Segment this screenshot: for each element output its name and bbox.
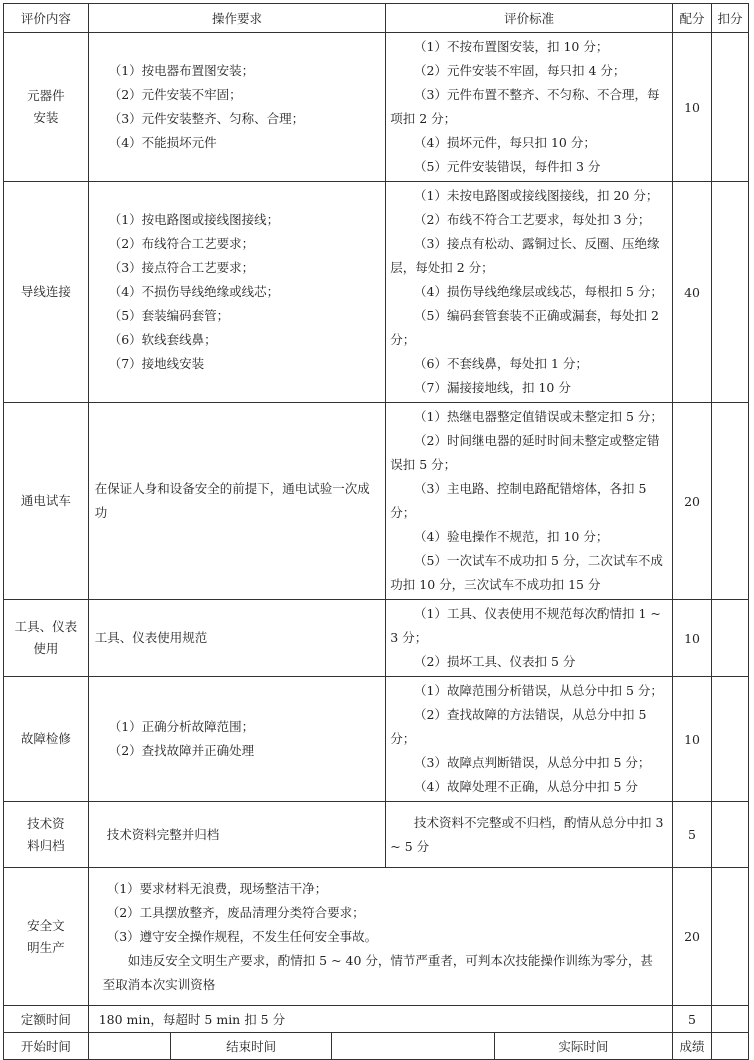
safety-item: （1）要求材料无浪费，现场整洁干净； bbox=[106, 880, 328, 896]
category-cell bbox=[4, 33, 89, 182]
end-time-label: 结束时间 bbox=[171, 1033, 332, 1060]
deduction-cell[interactable] bbox=[712, 868, 749, 1006]
standard-item: （3）故障点判断错误，从总分中扣 5 分； bbox=[414, 755, 651, 770]
standard-item: （2）损坏工具、仪表扣 5 分 bbox=[414, 654, 576, 669]
standard-item: （1）不按布置图安装，扣 10 分； bbox=[414, 39, 609, 54]
requirements-cell bbox=[88, 677, 386, 802]
deduction-cell[interactable] bbox=[712, 802, 749, 868]
standard-item: （2）查找故障的方法错误，从总分中扣 5 分； bbox=[390, 707, 647, 746]
requirement-item: （2）元件安装不牢固； bbox=[108, 87, 242, 102]
end-time-value[interactable] bbox=[331, 1033, 494, 1060]
requirements-cell bbox=[88, 33, 386, 182]
requirement-item: （2）布线符合工艺要求； bbox=[108, 236, 255, 251]
standard-item: （3）接点有松动、露铜过长、反圈、压绝缘层，每处扣 2 分； bbox=[390, 236, 660, 275]
time-deduction-cell[interactable] bbox=[712, 1006, 749, 1033]
requirements-cell bbox=[88, 182, 386, 403]
category-cell bbox=[4, 182, 89, 403]
requirement-item: （5）套装编码套管； bbox=[108, 308, 230, 323]
standards-cell bbox=[386, 600, 673, 677]
table-row bbox=[4, 182, 749, 403]
header-deduction: 扣分 bbox=[712, 4, 749, 33]
category-line: 技术资 bbox=[27, 815, 65, 831]
table-row bbox=[4, 600, 749, 677]
time-score: 5 bbox=[672, 1006, 711, 1033]
deduction-cell[interactable] bbox=[712, 182, 749, 403]
category-cell bbox=[4, 802, 89, 868]
time-row bbox=[4, 1006, 749, 1033]
category-line: 使用 bbox=[33, 641, 59, 656]
standards-cell bbox=[386, 802, 673, 868]
safety-requirements-cell bbox=[88, 868, 672, 1006]
standard-item: （2）布线不符合工艺要求，每处扣 3 分； bbox=[414, 212, 651, 227]
time-value: 180 min，每超时 5 min 扣 5 分 bbox=[88, 1006, 672, 1033]
score-cell: 10 bbox=[672, 600, 711, 677]
requirement-item: （7）接地线安装 bbox=[108, 356, 205, 371]
assessment-table-wrapper bbox=[3, 3, 749, 1060]
standard-item: （1）热继电器整定值错误或未整定扣 5 分； bbox=[414, 409, 663, 424]
assessment-table bbox=[3, 3, 749, 1060]
requirement-text: 在保证人身和设备安全的前提下，通电试验一次成功 bbox=[94, 481, 370, 520]
standards-cell bbox=[386, 677, 673, 802]
table-row bbox=[4, 33, 749, 182]
category-cell bbox=[4, 600, 89, 677]
safety-item: （2）工具摆放整齐，废品清理分类符合要求； bbox=[106, 904, 365, 920]
requirement-item: （4）不损伤导线绝缘或线芯； bbox=[108, 284, 280, 299]
deduction-cell[interactable] bbox=[712, 677, 749, 802]
score-cell: 20 bbox=[672, 403, 711, 600]
standard-item: （1）工具、仪表使用不规范每次酌情扣 1 ~ 3 分； bbox=[390, 606, 661, 645]
safety-item: （3）遵守安全操作规程，不发生任何安全事故。 bbox=[106, 928, 378, 944]
deduction-cell[interactable] bbox=[712, 33, 749, 182]
standard-item: （5）编码套管套装不正确或漏套，每处扣 2 分； bbox=[390, 308, 659, 347]
deduction-cell[interactable] bbox=[712, 600, 749, 677]
requirement-item: （3）元件安装整齐、匀称、合理； bbox=[108, 111, 305, 126]
standard-item: （5）元件安装错误，每件扣 3 分 bbox=[414, 159, 601, 174]
score-cell: 10 bbox=[672, 33, 711, 182]
deduction-cell[interactable] bbox=[712, 403, 749, 600]
standard-item: （4）故障处理不正确，从总分中扣 5 分 bbox=[414, 779, 638, 794]
actual-time-label: 实际时间 bbox=[494, 1033, 672, 1060]
standard-item: （2）时间继电器的延时时间未整定或整定错误扣 5 分； bbox=[390, 433, 660, 472]
category-line: 元器件 bbox=[27, 88, 65, 103]
start-time-value[interactable] bbox=[88, 1033, 171, 1060]
standard-item: （1）故障范围分析错误，从总分中扣 5 分； bbox=[414, 683, 663, 698]
table-row bbox=[4, 802, 749, 868]
standard-item: （2）元件安装不牢固，每只扣 4 分； bbox=[414, 63, 626, 78]
standards-cell bbox=[386, 182, 673, 403]
standard-item: （3）元件布置不整齐、不匀称、不合理，每项扣 2 分； bbox=[390, 87, 660, 126]
safety-note: 如违反安全文明生产要求，酌情扣 5 ~ 40 分，情节严重者，可判本次技能操作训练为零分，甚至取消本次实训资格 bbox=[102, 952, 653, 992]
time-label: 定额时间 bbox=[4, 1006, 89, 1033]
standard-item: （1）未按电路图或接线图接线，扣 20 分； bbox=[414, 188, 659, 203]
standard-item: （4）损坏元件，每只扣 10 分； bbox=[414, 135, 596, 150]
requirement-text: 工具、仪表使用规范 bbox=[94, 630, 208, 645]
category-line: 导线连接 bbox=[20, 284, 71, 299]
standards-cell bbox=[386, 33, 673, 182]
standard-item: （5）一次试车不成功扣 5 分，二次试车不成功扣 10 分，三次试车不成功扣 15 分 bbox=[390, 553, 663, 592]
requirement-text: 技术资料完整并归档 bbox=[106, 826, 220, 842]
header-score: 配分 bbox=[672, 4, 711, 33]
start-time-label: 开始时间 bbox=[4, 1033, 89, 1060]
category-line: 料归档 bbox=[27, 837, 65, 853]
table-row-safety bbox=[4, 868, 749, 1006]
category-cell bbox=[4, 403, 89, 600]
score-cell: 40 bbox=[672, 182, 711, 403]
standard-item: （4）损伤导线绝缘层或线芯，每根扣 5 分； bbox=[414, 284, 663, 299]
category-line: 安全文 bbox=[27, 917, 65, 933]
requirements-cell bbox=[88, 600, 386, 677]
score-cell: 20 bbox=[672, 868, 711, 1006]
standard-item: （4）验电操作不规范，扣 10 分； bbox=[414, 529, 609, 544]
requirement-item: （1）正确分析故障范围； bbox=[108, 719, 255, 734]
header-row bbox=[4, 4, 749, 33]
category-line: 安装 bbox=[33, 110, 59, 125]
score-cell: 10 bbox=[672, 677, 711, 802]
standard-item: 技术资料不完整或不归档，酌情从总分中扣 3 ~ 5 分 bbox=[390, 814, 664, 854]
standards-cell bbox=[386, 403, 673, 600]
requirements-cell bbox=[88, 802, 386, 868]
category-line: 明生产 bbox=[27, 939, 65, 955]
footer-row bbox=[4, 1033, 749, 1060]
category-line: 通电试车 bbox=[20, 493, 71, 508]
requirement-item: （4）不能损坏元件 bbox=[108, 135, 217, 150]
category-cell bbox=[4, 868, 89, 1006]
category-cell bbox=[4, 677, 89, 802]
header-content: 评价内容 bbox=[4, 4, 89, 33]
result-label: 成绩 bbox=[672, 1033, 711, 1060]
category-line: 故障检修 bbox=[20, 731, 71, 746]
standard-item: （7）漏接接地线，扣 10 分 bbox=[414, 380, 571, 395]
requirement-item: （6）软线套线鼻； bbox=[108, 332, 217, 347]
table-row bbox=[4, 677, 749, 802]
standard-item: （6）不套线鼻，每处扣 1 分； bbox=[414, 356, 588, 371]
requirement-item: （1）按电器布置图安装； bbox=[108, 63, 255, 78]
category-line: 工具、仪表 bbox=[14, 619, 78, 634]
standard-item: （3）主电路、控制电路配错熔体，各扣 5 分； bbox=[390, 481, 647, 520]
requirement-item: （3）接点符合工艺要求； bbox=[108, 260, 255, 275]
header-standards: 评价标准 bbox=[386, 4, 673, 33]
requirement-item: （1）按电路图或接线图接线； bbox=[108, 212, 280, 227]
requirement-item: （2）查找故障并正确处理 bbox=[108, 743, 255, 758]
table-row bbox=[4, 403, 749, 600]
result-value[interactable] bbox=[712, 1033, 749, 1060]
header-requirements: 操作要求 bbox=[88, 4, 386, 33]
score-cell: 5 bbox=[672, 802, 711, 868]
requirements-cell bbox=[88, 403, 386, 600]
